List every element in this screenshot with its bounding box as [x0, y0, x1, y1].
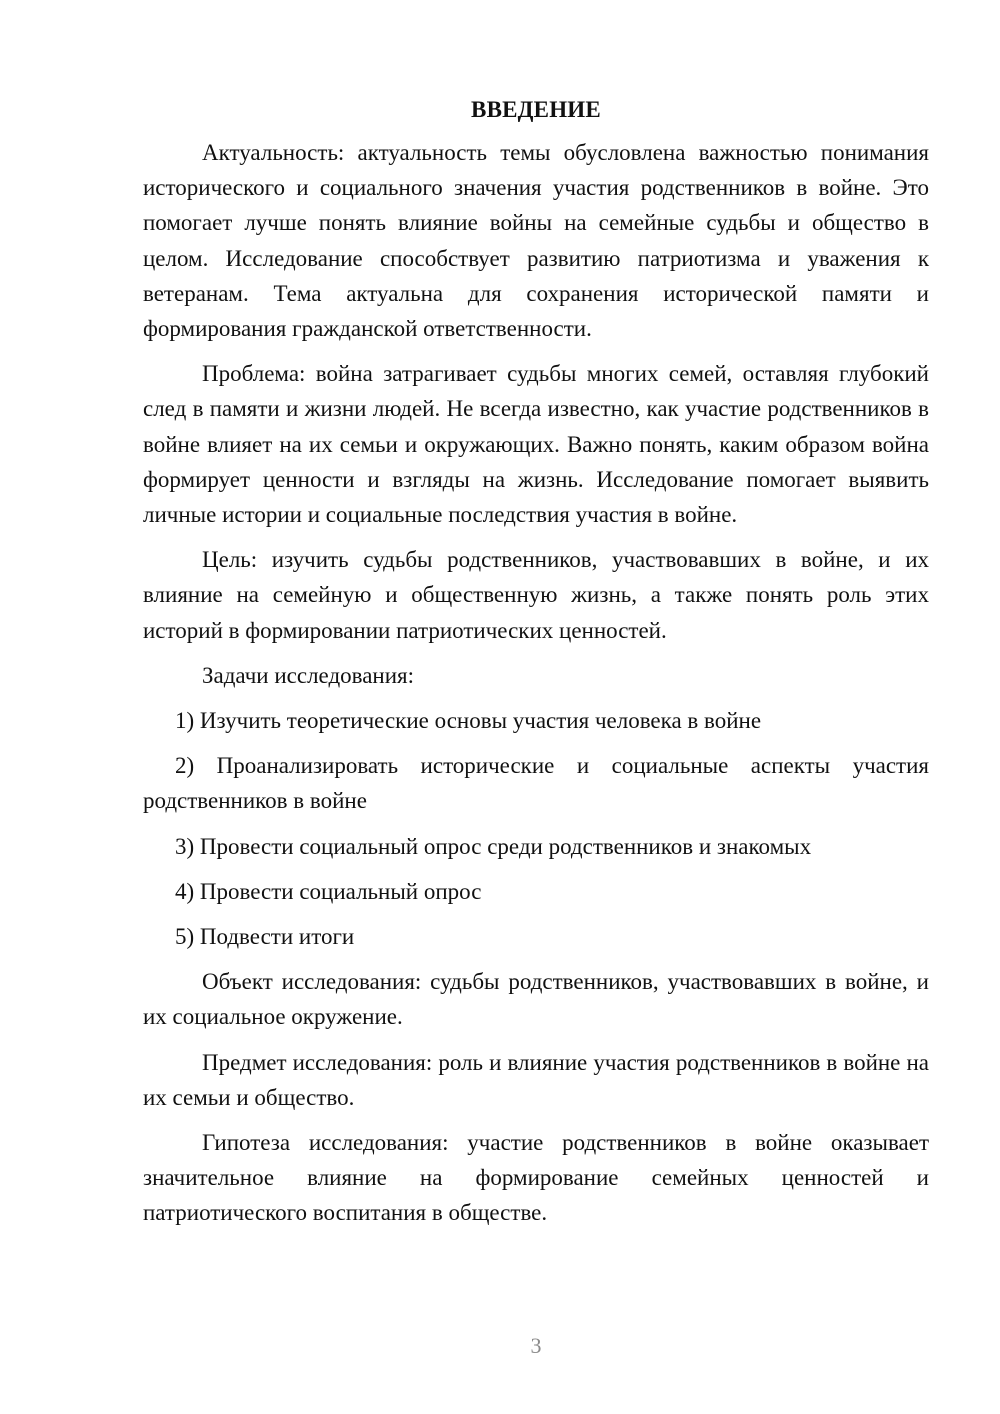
paragraph-relevance: Актуальность: актуальность темы обусловлена важностью понимания исторического и социального значения участия родственников в войне. Это помогает лучше понять влияние войны на семейные судьбы и общество в целом. Исследование способствует развитию патриотизма и уважения к ветеранам. Тема актуальна для сохранения исторической памяти и формирования гражданской ответственности. [143, 140, 929, 342]
paragraph-object: Объект исследования: судьбы родственников, участвовавших в войне, и их социальное окружение. [143, 969, 929, 1030]
paragraph-hypothesis: Гипотеза исследования: участие родственников в войне оказывает значительное влияние на формирование семейных ценностей и патриотического воспитания в обществе. [143, 1130, 929, 1226]
task-item: 3) Провести социальный опрос среди родственников и знакомых [175, 833, 812, 859]
page-number: 3 [530, 1333, 542, 1358]
document-title: ВВЕДЕНИЕ [471, 97, 601, 122]
task-item: 4) Провести социальный опрос [175, 878, 482, 904]
task-item: 5) Подвести итоги [175, 924, 355, 950]
paragraph-goal: Цель: изучить судьбы родственников, участвовавших в войне, и их влияние на семейную и общественную жизнь, а также понять роль этих историй в формировании патриотических ценностей. [143, 547, 929, 643]
task-item: 1) Изучить теоретические основы участия человека в войне [175, 708, 762, 734]
document-page [143, 92, 929, 1241]
paragraph-problem: Проблема: война затрагивает судьбы многих семей, оставляя глубокий след в памяти и жизни людей. Не всегда известно, как участие родственников в войне влияет на их семьи и окружающих. Важно понять, каким образом война формирует ценности и взгляды на жизнь. Исследование помогает выявить личные истории и социальные последствия участия в войне. [143, 361, 929, 528]
task-item: 2) Проанализировать исторические и социальные аспекты участия родственников в войне [143, 753, 929, 814]
paragraph-tasks-heading: Задачи исследования: [202, 662, 415, 688]
paragraph-subject: Предмет исследования: роль и влияние участия родственников в войне на их семьи и общество. [143, 1049, 929, 1110]
